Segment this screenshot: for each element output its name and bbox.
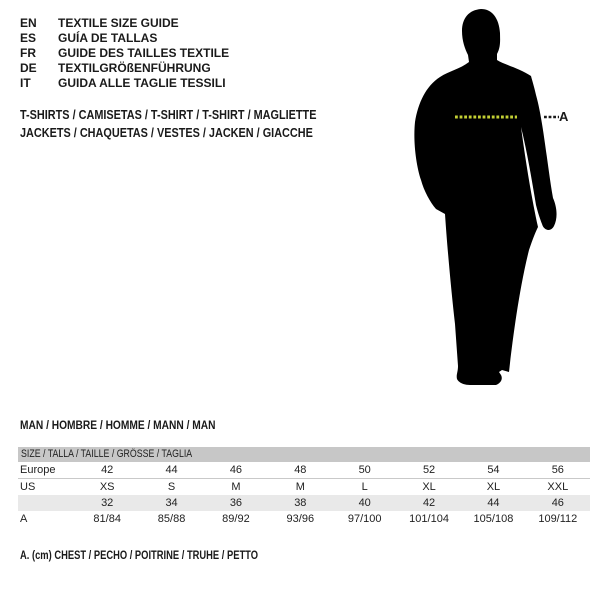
size-cell: 56	[551, 464, 564, 476]
language-text: GUIDE DES TAILLES TEXTILE	[58, 46, 230, 60]
language-text: GUÍA DE TALLAS	[58, 31, 158, 45]
language-code: FR	[20, 46, 36, 60]
category-lines	[20, 107, 361, 142]
man-silhouette-svg	[405, 8, 575, 398]
measurement-footnote	[20, 548, 325, 562]
category-line-tshirts: T-SHIRTS / CAMISETAS / T-SHIRT / T-SHIRT / MAGLIETTE	[20, 108, 317, 122]
size-table	[18, 447, 590, 527]
size-cell: L	[361, 481, 368, 493]
size-cell: 89/92	[222, 513, 250, 525]
size-cell: XL	[422, 481, 436, 493]
measurement-footnote-text: A. (cm) CHEST / PECHO / POITRINE / TRUHE / PETTO	[20, 548, 259, 562]
language-row-en	[20, 16, 229, 31]
size-cell: 81/84	[93, 513, 121, 525]
table-row-chest-a	[18, 511, 590, 527]
size-cell: 54	[487, 464, 500, 476]
size-cell: M	[295, 481, 305, 493]
man-body-shape	[414, 9, 556, 385]
section-title-text: MAN / HOMBRE / HOMME / MANN / MAN	[20, 418, 216, 432]
size-cell: 85/88	[157, 513, 186, 525]
size-cell: XS	[99, 481, 115, 493]
size-cell: 38	[294, 497, 307, 509]
size-cell: 40	[358, 497, 371, 509]
table-row-us	[18, 479, 590, 495]
size-cell: 46	[229, 464, 243, 476]
size-cell: 46	[551, 497, 564, 509]
size-cell: 34	[165, 497, 178, 509]
language-list	[20, 16, 229, 91]
table-row-alt	[18, 495, 590, 511]
language-code: DE	[20, 61, 37, 75]
size-cell: 48	[294, 464, 307, 476]
language-text: GUIDA ALLE TAGLIE TESSILI	[58, 76, 226, 90]
language-code: EN	[20, 16, 37, 30]
language-text: TEXTILE SIZE GUIDE	[58, 16, 179, 30]
row-label	[18, 495, 75, 511]
size-cell: 97/100	[347, 513, 382, 525]
language-code: ES	[20, 31, 37, 45]
size-cell: XXL	[547, 481, 569, 493]
size-cell: 93/96	[286, 513, 315, 525]
row-label: Europe	[20, 464, 56, 476]
table-header-text: SIZE / TALLA / TAILLE / GRÖSSE / TAGLIA	[21, 448, 193, 460]
measurement-a-label: A	[559, 109, 569, 124]
size-cell: 52	[422, 464, 436, 476]
table-row-europe	[18, 462, 590, 479]
size-cell: S	[167, 481, 176, 493]
language-row-de	[20, 61, 229, 76]
size-cell: 50	[358, 464, 371, 476]
language-code: IT	[20, 76, 31, 90]
size-cell: XL	[486, 481, 501, 493]
row-label: A	[20, 513, 28, 525]
table-header	[18, 447, 590, 462]
row-label: US	[20, 481, 36, 493]
size-cell: 105/108	[473, 513, 514, 525]
category-line-jackets: JACKETS / CHAQUETAS / VESTES / JACKEN / GIACCHE	[20, 125, 313, 140]
size-cell: 42	[422, 497, 436, 509]
section-title-man	[20, 418, 250, 432]
man-silhouette	[405, 8, 575, 398]
size-cell: 32	[101, 497, 114, 509]
size-cell: 44	[165, 464, 178, 476]
size-cell: M	[231, 481, 241, 493]
language-row-es	[20, 31, 229, 46]
size-cell: 42	[101, 464, 114, 476]
language-text: TEXTILGRÖßENFÜHRUNG	[58, 61, 211, 75]
language-row-fr	[20, 46, 229, 61]
size-cell: 109/112	[538, 513, 578, 525]
size-cell: 44	[487, 497, 500, 509]
language-row-it	[20, 76, 229, 91]
size-cell: 101/104	[409, 513, 449, 525]
size-cell: 36	[229, 497, 243, 509]
